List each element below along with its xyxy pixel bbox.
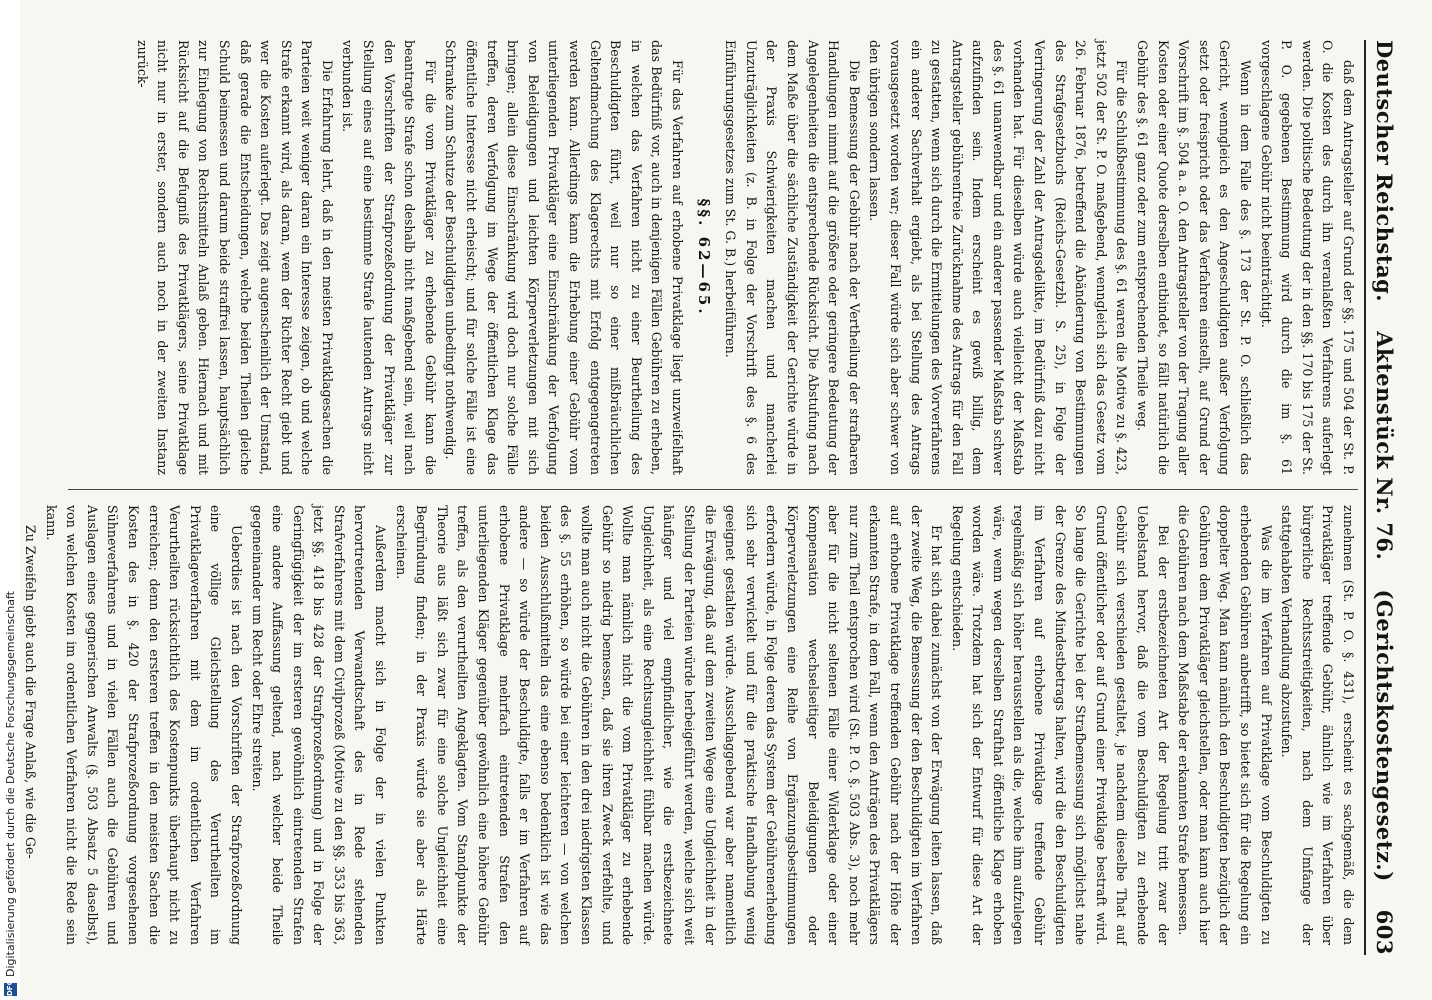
digitization-note: Digitalisierung gefördert durch die Deutsche Forschungsgemeinschaft <box>3 591 17 977</box>
left-column <box>68 40 1358 475</box>
digitization-strip <box>0 0 21 1000</box>
paragraph: Bei der erstbezeichneten Art der Regelung tritt zwar der Uebelstand hervor, daß die vom Beschuldigten zu erhebende Gebühr sich verschieden gestaltet, je nachdem dieselbe That auf Grund öffentlicher oder auf Grund einer Privatklage bestraft wird. So lange die Gerichte bei der Strafbemessung sich möglichst nahe der Grenze des Mindestbetrags halten, wird die den Beschuldigten im Verfahren auf erhobene Privatklage treffende Gebühr regelmäßig sich höher herausstellen als die, welche ihm aufzulegen wäre, wenn wegen derselben Strafthat öffentliche Klage erhoben worden wäre. Trotzdem hat sich der Entwurf für diese Art der Regelung entschieden. <box>949 505 1171 945</box>
section-heading: §§. 62—65. <box>694 198 713 317</box>
digitization-footer <box>2 6 18 996</box>
header-right: (Gerichtskostengesetz.) <box>1372 589 1397 882</box>
paragraph: Zu Zweifeln giebt auch die Frage Anlaß, wie die Ge- <box>23 525 38 859</box>
paragraph: Außerdem macht sich in Folge der in vielen Punkten hervortretenden Verwandtschaft des in Rede stehenden Strafverfahrens mit dem Civilprozeß (Motive zu den §§. 353 bis 363, jetzt §§. 418 bis 428 der Strafprozeßordnung) und in Folge der Geringfügigkeit der im ersteren gewöhnlich eintretenden Strafen eine andere Auffassung geltend, nach welcher beide Theile gegeneinander um Recht oder Ehre streiten. <box>249 505 389 945</box>
paragraph: Was die im Verfahren auf Privatklage vom Beschuldigten zu erhebenden Gebühren anbetrifft, so bietet sich für die Regelung ein doppelter Weg. Man kann nämlich den Beschuldigten bezüglich der Gebühren dem Privatkläger gleichstellen, oder man kann auch hier die Gebühren nach dem Maßstabe der erkannten Strafe bemessen. <box>1176 505 1274 945</box>
paragraph: zunehmen (St. P. O. §. 431), erscheint es sachgemäß, die dem Privatkläger treffende Gebühr, ähnlich wie im Verfahren über bürgerliche Rechtsstreitigkeiten, nach dem Umfange der stattgehabten Verhandlung abzustufen. <box>1279 505 1356 945</box>
paragraph: Er hat sich dabei zunächst von der Erwägung leiten lassen, daß der zweite Weg, die Bemessung der den Beschuldigten im Verfahren auf erhobene Privatklage treffenden Gebühr nach der Höhe der erkannten Strafe, in dem Fall, wenn den Anträgen des Privatklägers nur zum Theil entsprochen wird (St. P. O. §. 503 Abs. 3), noch mehr aber für die nicht seltenen Fälle einer Widerklage oder einer Kompensation wechselseitiger Beleidigungen oder Körperverletzungen eine Reihe von Ergänzungsbestimmungen erfordern würde, in Folge deren das System der Gebührenerhebung sich sehr verwickelt und für die praktische Handhabung wenig geeignet gestalten würde. Ausschlaggebend war aber namentlich die Erwägung, daß auf dem zweiten Wege eine Ungleichheit in der Stellung der Parteien würde herbeigeführt werden, welche sich weit häufiger und viel empfindlicher, wie die erstbezeichnete Ungleichheit, als eine Rechtsungleichheit fühlbar machen würde. Wollte man nämlich nicht die vom Privatkläger zu erhebende Gebühr so niedrig bemessen, daß sie ihren Zweck verfehlte, und wollte man auch nicht die Gebühren in den drei niedrigsten Klassen des §. 55 erhöhen, so würde bei einer leichteren — von welchen beiden Ausschlußmitteln das eine ebenso bedenklich ist wie das andere — so würde der Beschuldigte, falls er im Verfahren auf erhobene Privatklage mehrfach eintretenden Strafen den unterliegenden Kläger gegenüber gewöhnlich eine höhere Gebühr treffen, als den verurtheilten Angeklagten. Vom Standpunkte der Theorie aus läßt sich zwar für eine solche Ungleichheit eine Begründung finden; in der Praxis würde sie aber als Härte erscheinen. <box>393 505 945 945</box>
paragraph: Für das Verfahren auf erhobene Privatklage liegt unzweifelhaft das Bedürfniß vor, auch in denjenigen Fällen Gebühren zu erheben, in welchen das Verfahren nicht zu einer Beurtheilung des Beschuldigten führt, weil nur so einer mißbräuchlichen Geltendmachung des Klagerechts mit Erfolg entgegengetreten werden kann. Allerdings kann die Erhebung einer Gebühr vom unterliegenden Privatkläger eine Einschränkung der Verfolgung von Beleidigungen und leichten Körperverletzungen mit sich bringen; allein diese Einschränkung wird doch nur solche Fälle treffen, deren Verfolgung im Wege der öffentlichen Klage das öffentliche Interesse nicht erheischt; und für solche Fälle ist eine Schranke zum Schutze der Beschuldigten unbedingt nothwendig. <box>443 40 685 475</box>
paragraph: Die Erfahrung lehrt, daß in den meisten Privatklagesachen die Parteien weit weniger daran ein Interesse zeigen, ob und welche Strafe erkannt wird, als daran, wem der Richter Recht giebt und wer die Kosten auferlegt. Das zeigt augenscheinlich der Umstand, daß gerade die Entscheidungen, welche beiden Theilen gleiche Schuld beimessen und darum beide straffrei lassen, hauptsächlich zur Einlegung von Rechtsmitteln Anlaß geben. Hiernach und mit Rücksicht auf die Befugniß des Privatklägers, seine Privatklage nicht nur in erster, sondern auch noch in der zweiten Instanz zurück- <box>134 40 335 475</box>
page-number: 603 <box>1372 909 1397 955</box>
header-center: Aktenstück Nr. 76. <box>1372 331 1397 561</box>
paragraph: Für die Schlußbestimmung des §. 61 waren die Motive zu §. 423, jetzt 502 der St. P. O. maßgebend, wenngleich sich das Gesetz vom 26. Februar 1876, betreffend die Abänderung von Bestimmungen des Strafgesetzbuchs (Reichs-Gesetzbl. S. 25), in Folge der Verringerung der Zahl der Antragsdelikte, im Bedürfniß dazu nicht vorhanden hat. Für dieselben würde auch vielleicht der Maßstab des §. 61 unanwendbar und ein anderer passender Maßstab schwer aufzufinden sein. Indem erscheint es gewiß billig, dem Antragsteller gebührenfreie Zurücknahme des Antrags für den Fall zu gestatten, wenn sich durch die Ermittelungen des Vorverfahrens ein anderer Sachverhalt ergiebt, als bei Stellung des Antrags vorausgesetzt worden war; dieser Fall würde sich aber schwer von den übrigen sondern lassen. <box>867 40 1130 475</box>
rotated-page-container <box>20 0 1432 1000</box>
paragraph: daß dem Antragsteller auf Grund der §§. 175 und 504 der St. P. O. die Kosten des durch ihn veranlaßten Verfahrens auferlegt werden. Die politische Bedeutung der in den §§. 170 bis 175 der St. P. O. gegebenen Bestimmung wird durch die im §. 61 vorgeschlagene Gebühr nicht beeinträchtigt. <box>1258 40 1356 475</box>
paragraph: Für die vom Privatkläger zu erhebende Gebühr kann die beantragte Strafe schon deshalb nicht maßgebend sein, weil nach den Vorschriften der Strafprozeßordnung der Privatkläger zur Stellung eines auf eine bestimmte Strafe lautenden Antrags nicht verbunden ist. <box>340 40 438 475</box>
paragraph: Ueberdies ist nach den Vorschriften der Strafprozeßordnung eine völlige Gleichstellung des Verurtheilten im Privatklageverfahren mit dem im ordentlichen Verfahren Verurtheilten rücksichtlich des Kostenpunkts überhaupt nicht zu erreichen; denn den ersteren treffen in den meisten Sachen die Kosten des in §. 420 der Strafprozeßordnung vorgesehenen Sühneverfahrens und in vielen Fällen auch die Gebühren und Auslagen eines gegnerischen Anwalts (§. 503 Absatz 5 daselbst), von welchen Kosten im ordentlichen Verfahren nicht die Rede sein kann. <box>43 505 244 945</box>
header-left: Deutscher Reichstag. <box>1372 40 1397 303</box>
document-page <box>20 0 1432 1000</box>
page-header <box>1364 40 1410 955</box>
column-divider <box>68 489 1358 490</box>
dfg-logo: DFG <box>4 983 17 996</box>
right-column <box>23 505 1358 945</box>
paragraph: Wenn in dem Falle des §. 173 der St. P. O. schließlich das Gericht, wenngleich es den Angeschuldigten außer Verfolgung setzt oder freispricht oder das Verfahren einstellt, auf Grund der Vorschrift im §. 504 a. a. O. den Antragsteller von der Tragung aller Kosten oder einer Quote derselben entbindet, so fällt natürlich die Gebühr des §. 61 ganz oder zum entsprechenden Theile weg. <box>1135 40 1254 475</box>
paragraph: Die Bemessung der Gebühr nach der Vertheilung der strafbaren Handlungen nimmt auf die größere oder geringere Bedeutung der Angelegenheiten die entsprechende Rücksicht. Die Abstufung nach dem Maße über die sächliche Zuständigkeit der Gerichte würde in der Praxis Schwierigkeiten machen und mancherlei Unzuträglichkeiten (z. B. in Folge der Vorschrift des §. 6 des Einführungsgesetzes zum St. G. B.) herbeiführen. <box>723 40 862 475</box>
